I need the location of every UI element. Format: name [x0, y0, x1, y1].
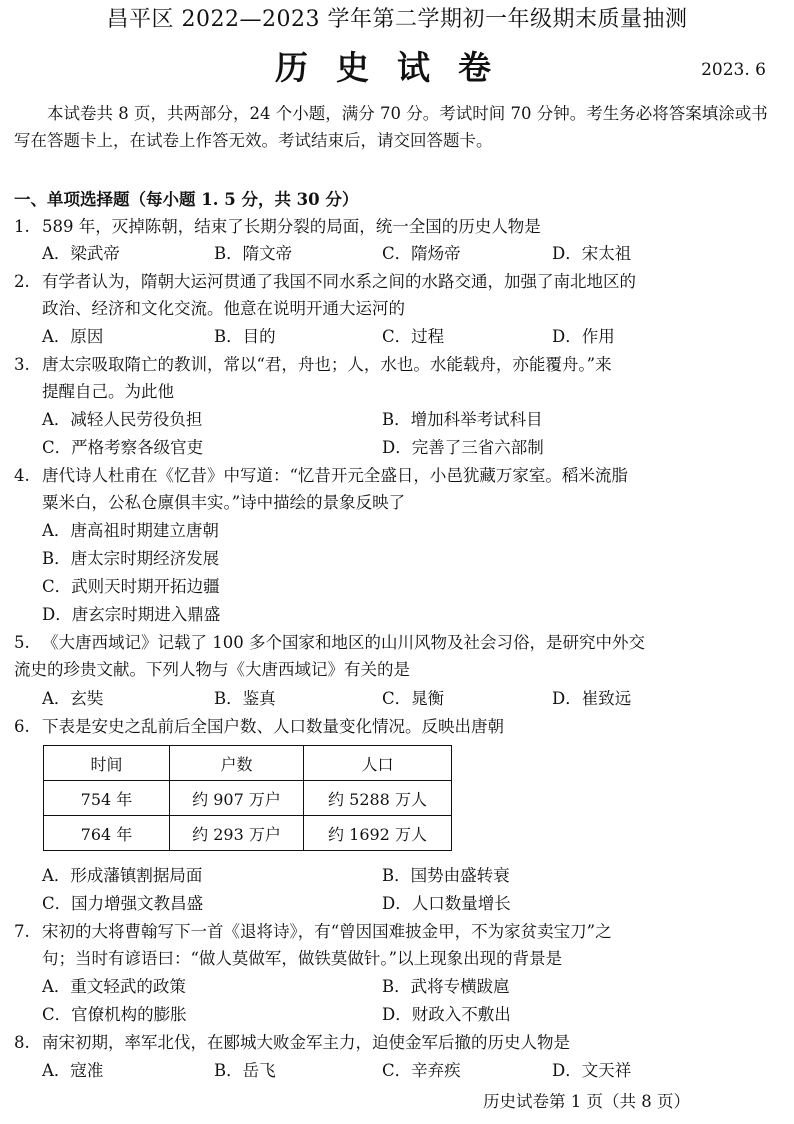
question-7-stem-cont: 句；当时有谚语曰：“做人莫做军，做铁莫做针。”以上现象出现的背景是: [42, 949, 563, 968]
table-row: [44, 816, 452, 851]
option-b[interactable]: B．鉴真: [214, 689, 276, 708]
option-b[interactable]: B．国势由盛转衰: [382, 866, 510, 885]
option-c[interactable]: C．隋炀帝: [382, 244, 461, 263]
option-d[interactable]: D．财政入不敷出: [382, 1005, 511, 1024]
exam-subject-title: 历史试卷: [275, 48, 519, 87]
option-b[interactable]: B．隋文帝: [214, 244, 293, 263]
question-text: 宋初的大将曹翰写下一首《退将诗》，有“曾因国难披金甲，不为家贫卖宝刀”之: [42, 922, 612, 941]
table-cell: 约 1692 万人: [304, 816, 452, 851]
question-1-stem: [14, 213, 784, 240]
question-text: 唐太宗吸取隋亡的教训，常以“君，舟也；人，水也。水能载舟，亦能覆舟。”来: [42, 355, 612, 374]
option-a[interactable]: A．形成藩镇割据局面: [42, 866, 203, 885]
population-table: [43, 745, 452, 851]
option-a[interactable]: A．梁武帝: [42, 244, 120, 263]
option-a[interactable]: A．寇准: [42, 1061, 104, 1080]
table-cell: 754 年: [44, 781, 170, 816]
question-number: 7.: [14, 922, 30, 941]
table-cell: 764 年: [44, 816, 170, 851]
option-c[interactable]: C．武则天时期开拓边疆: [42, 577, 220, 596]
option-c[interactable]: C．严格考察各级官吏: [42, 438, 204, 457]
question-number: 1.: [14, 217, 30, 236]
option-b[interactable]: B．唐太宗时期经济发展: [42, 549, 220, 568]
question-2-stem: [14, 268, 784, 295]
option-a[interactable]: A．玄奘: [42, 689, 104, 708]
question-5-stem-cont: 流史的珍贵文献。下列人物与《大唐西域记》有关的是: [14, 660, 410, 679]
question-text: 下表是安史之乱前后全国户数、人口数量变化情况。反映出唐朝: [42, 717, 504, 736]
option-a[interactable]: A．原因: [42, 327, 104, 346]
question-number: 3.: [14, 355, 30, 374]
table-cell: 约 293 万户: [170, 816, 304, 851]
option-c[interactable]: C．过程: [382, 327, 445, 346]
option-d[interactable]: D．文天祥: [552, 1061, 632, 1080]
option-b[interactable]: B．增加科举考试科目: [382, 410, 543, 429]
question-2-stem-cont: 政治、经济和文化交流。他意在说明开通大运河的: [42, 299, 405, 318]
option-c[interactable]: C．国力增强文教昌盛: [42, 894, 204, 913]
table-header-time: 时间: [44, 746, 170, 781]
exam-instructions: 本试卷共 8 页，共两部分，24 个小题，满分 70 分。考试时间 70 分钟。考生务必将答案填涂或书写在答题卡上，在试卷上作答无效。考试结束后，请交回答题卡。: [14, 104, 768, 150]
option-b[interactable]: B．武将专横跋扈: [382, 977, 510, 996]
question-3-stem: [14, 351, 784, 378]
option-d[interactable]: D．唐玄宗时期进入鼎盛: [42, 605, 221, 624]
option-d[interactable]: D．完善了三省六部制: [382, 438, 544, 457]
table-header-population: 人口: [304, 746, 452, 781]
question-8-stem: [14, 1029, 784, 1056]
option-a[interactable]: A．唐高祖时期建立唐朝: [42, 521, 219, 540]
option-a[interactable]: A．重文轻武的政策: [42, 977, 186, 996]
option-d[interactable]: D．崔致远: [552, 689, 632, 708]
question-number: 2.: [14, 272, 30, 291]
question-text: 唐代诗人杜甫在《忆昔》中写道：“忆昔开元全盛日，小邑犹藏万家室。稻米流脂: [42, 466, 628, 485]
option-c[interactable]: C．辛弃疾: [382, 1061, 461, 1080]
option-b[interactable]: B．岳飞: [214, 1061, 276, 1080]
question-3-stem-cont: 提醒自己。为此他: [42, 382, 174, 401]
question-6-stem: [14, 713, 784, 740]
exam-header-title: 昌平区 2022—2023 学年第二学期初一年级期末质量抽测: [106, 7, 688, 32]
option-c[interactable]: C．官僚机构的膨胀: [42, 1005, 187, 1024]
question-text: 有学者认为，隋朝大运河贯通了我国不同水系之间的水路交通，加强了南北地区的: [42, 272, 636, 291]
table-header-households: 户数: [170, 746, 304, 781]
option-d[interactable]: D．人口数量增长: [382, 894, 511, 913]
question-number: 4.: [14, 466, 30, 485]
question-4-stem: [14, 462, 784, 489]
option-d[interactable]: D．作用: [552, 327, 615, 346]
page-footer: 历史试卷第 1 页（共 8 页）: [483, 1092, 690, 1111]
question-5-stem: [14, 629, 784, 656]
option-d[interactable]: D．宋太祖: [552, 244, 632, 263]
question-4-stem-cont: 粟米白，公私仓廪俱丰实。”诗中描绘的景象反映了: [42, 493, 406, 512]
question-number: 5.: [14, 633, 30, 652]
exam-date: 2023. 6: [701, 60, 766, 80]
question-7-stem: [14, 918, 784, 945]
question-text: 南宋初期，率军北伐，在郾城大败金军主力，迫使金军后撤的历史人物是: [42, 1033, 570, 1052]
question-number: 8.: [14, 1033, 30, 1052]
option-b[interactable]: B．目的: [214, 327, 276, 346]
table-header-row: [44, 746, 452, 781]
question-text: 589 年，灭掉陈朝，结束了长期分裂的局面，统一全国的历史人物是: [42, 217, 541, 236]
option-c[interactable]: C．晁衡: [382, 689, 445, 708]
question-number: 6.: [14, 717, 30, 736]
table-row: [44, 781, 452, 816]
table-cell: 约 907 万户: [170, 781, 304, 816]
table-cell: 约 5288 万人: [304, 781, 452, 816]
question-text: 《大唐西域记》记载了 100 多个国家和地区的山川风物及社会习俗，是研究中外交: [42, 633, 645, 652]
option-a[interactable]: A．减轻人民劳役负担: [42, 410, 203, 429]
section-title-single-choice: 一、单项选择题（每小题 1. 5 分，共 30 分）: [14, 190, 359, 209]
